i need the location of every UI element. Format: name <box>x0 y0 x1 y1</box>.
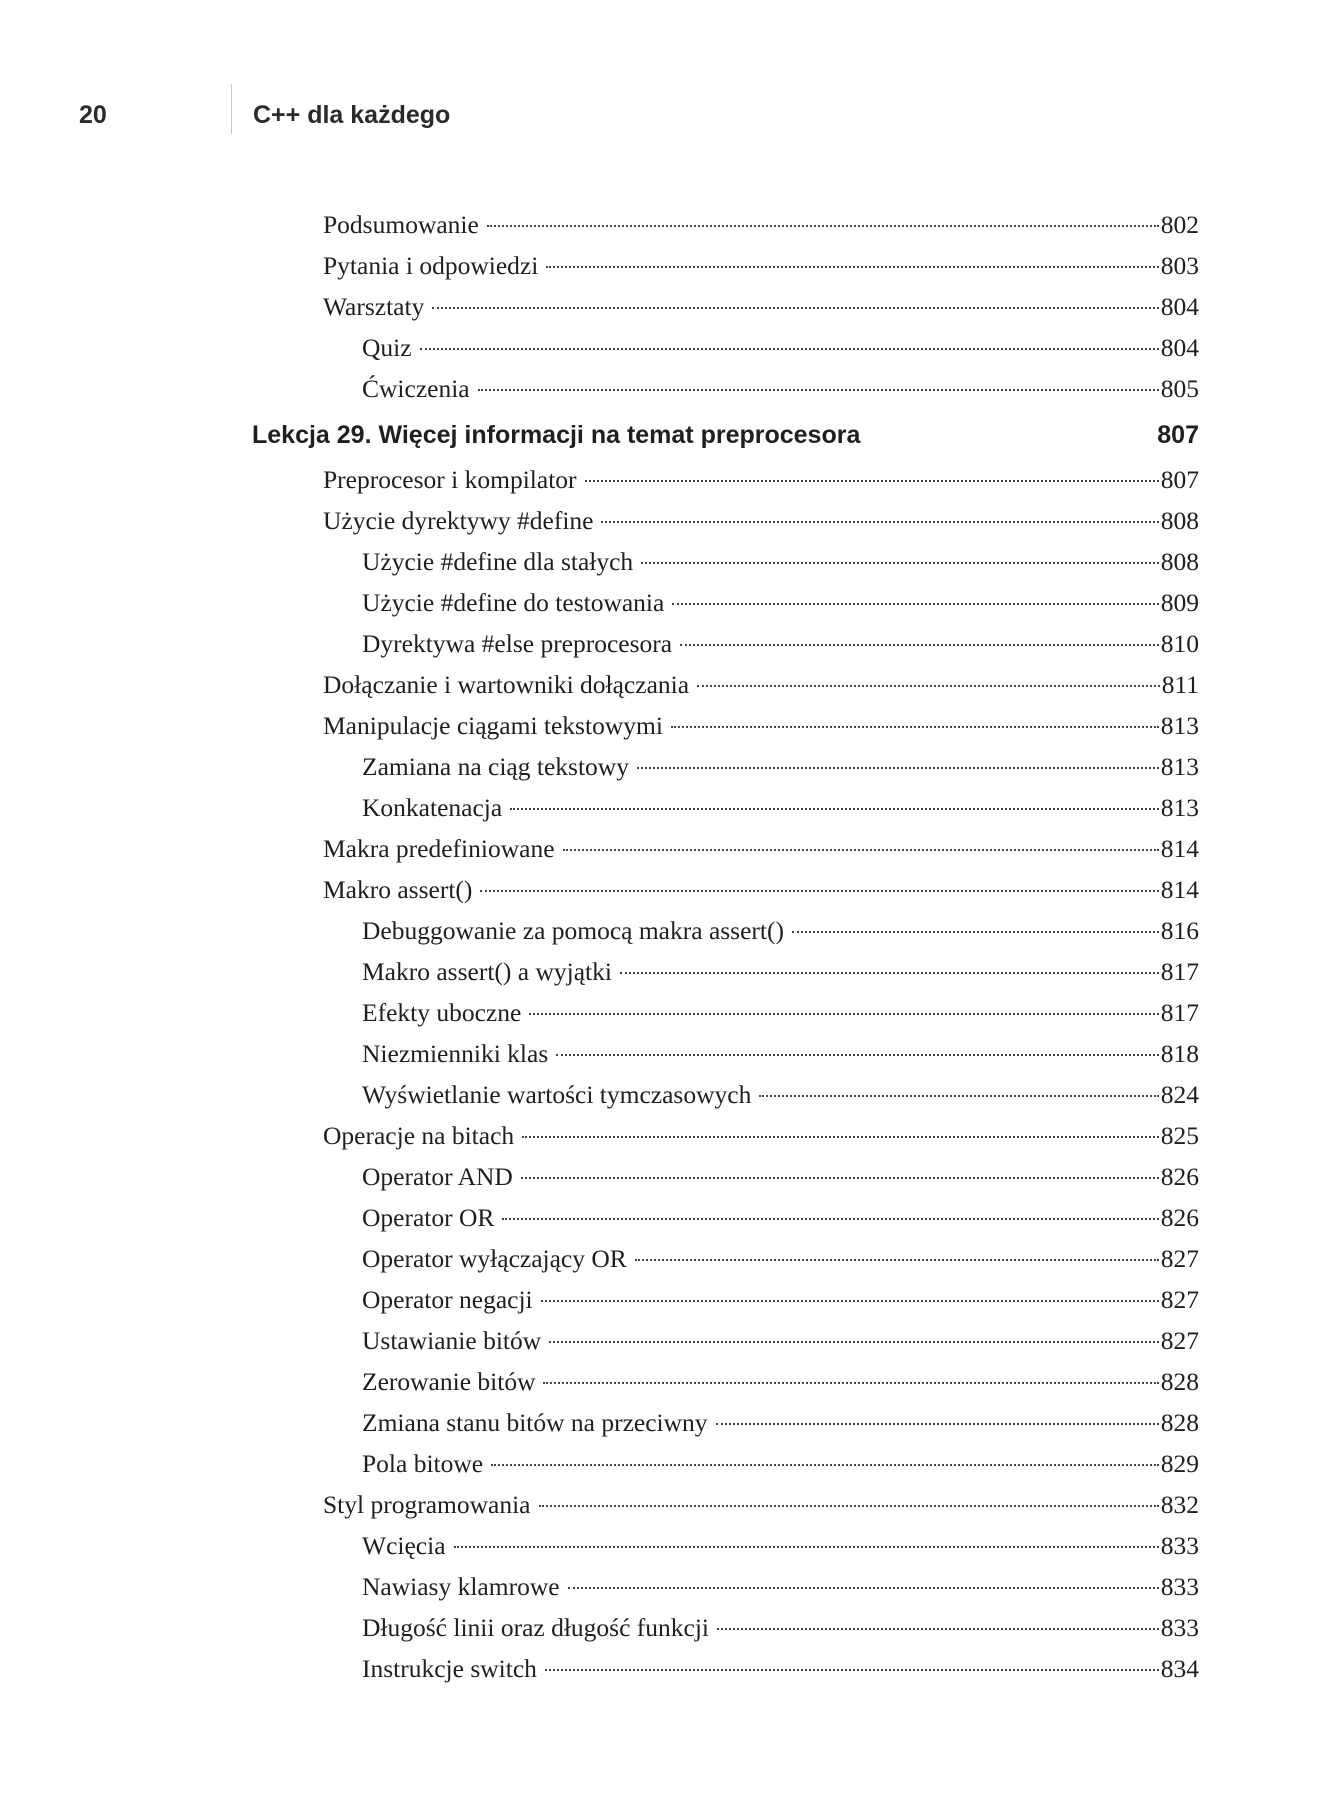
toc-entry-title: Styl programowania <box>323 1490 531 1519</box>
toc-dot-leader <box>454 1546 1159 1548</box>
toc-entry-title: Efekty uboczne <box>362 998 522 1027</box>
toc-entry-page: 834 <box>1160 1654 1199 1683</box>
toc-dot-leader <box>635 1259 1159 1261</box>
toc-entry-page: 810 <box>1160 629 1199 658</box>
toc-entry-title: Zmiana stanu bitów na przeciwny <box>362 1408 708 1437</box>
toc-dot-leader <box>549 1341 1159 1343</box>
toc-entry-page: 826 <box>1160 1162 1199 1191</box>
toc-entry <box>0 1162 1339 1203</box>
toc-entry-title: Ustawianie bitów <box>362 1326 542 1355</box>
toc-entry <box>0 1203 1339 1244</box>
toc-dot-leader <box>539 1505 1159 1507</box>
toc-entry <box>0 1613 1339 1654</box>
toc-entry-page: 803 <box>1160 251 1199 280</box>
toc-entry-page: 807 <box>1157 421 1199 449</box>
toc-entry-page: 802 <box>1160 210 1199 239</box>
toc-entry <box>0 210 1339 251</box>
toc-entry-title: Użycie #define dla stałych <box>362 547 634 576</box>
toc-dot-leader <box>759 1095 1158 1097</box>
toc-entry-title: Wcięcia <box>362 1531 446 1560</box>
toc-entry <box>0 1449 1339 1490</box>
toc-entry <box>0 834 1339 875</box>
toc-entry-title: Manipulacje ciągami tekstowymi <box>323 711 663 740</box>
toc-entry-title: Makro assert() a wyjątki <box>362 957 612 986</box>
toc-dot-leader <box>601 521 1158 523</box>
toc-entry <box>0 1244 1339 1285</box>
toc-entry <box>0 1326 1339 1367</box>
toc-dot-leader <box>672 603 1158 605</box>
toc-entry <box>0 588 1339 629</box>
toc-entry-title: Preprocesor i kompilator <box>323 465 577 494</box>
toc-dot-leader <box>641 562 1159 564</box>
running-header <box>0 0 1339 160</box>
toc-entry <box>0 752 1339 793</box>
toc-entry-title: Quiz <box>362 333 412 362</box>
toc-dot-leader <box>546 266 1158 268</box>
toc-entry-title: Operator negacji <box>362 1285 533 1314</box>
toc-entry <box>0 957 1339 998</box>
toc-entry-title: Warsztaty <box>323 292 425 321</box>
toc-dot-leader <box>420 348 1159 350</box>
toc-dot-leader <box>620 972 1159 974</box>
toc-entry <box>0 1531 1339 1572</box>
toc-entry-page: 829 <box>1160 1449 1199 1478</box>
toc-dot-leader <box>568 1587 1159 1589</box>
toc-dot-leader <box>716 1423 1159 1425</box>
toc-dot-leader <box>487 225 1159 227</box>
toc-dot-leader <box>510 808 1159 810</box>
toc-dot-leader <box>529 1013 1158 1015</box>
toc-entry-page: 832 <box>1160 1490 1199 1519</box>
toc-entry-title: Dyrektywa #else preprocesora <box>362 629 673 658</box>
header-divider <box>231 84 232 134</box>
toc-dot-leader <box>556 1054 1159 1056</box>
toc-entry-page: 805 <box>1160 374 1199 403</box>
toc-chapter-heading <box>0 415 1339 465</box>
toc-entry-page: 814 <box>1160 834 1199 863</box>
toc-entry <box>0 506 1339 547</box>
toc-entry <box>0 547 1339 588</box>
toc-entry-page: 808 <box>1160 547 1199 576</box>
toc-entry-title: Wyświetlanie wartości tymczasowych <box>362 1080 752 1109</box>
toc-entry <box>0 374 1339 415</box>
toc-entry <box>0 1121 1339 1162</box>
toc-dot-leader <box>480 890 1158 892</box>
toc-dot-leader <box>522 1136 1159 1138</box>
toc-entry-page: 807 <box>1160 465 1199 494</box>
toc-dot-leader <box>671 726 1159 728</box>
toc-entry-page: 833 <box>1160 1613 1199 1642</box>
toc-dot-leader <box>491 1464 1159 1466</box>
toc-entry-page: 833 <box>1160 1572 1199 1601</box>
toc-entry-title: Zamiana na ciąg tekstowy <box>362 752 629 781</box>
toc-dot-leader <box>792 931 1159 933</box>
toc-entry <box>0 465 1339 506</box>
toc-entry-page: 825 <box>1160 1121 1199 1150</box>
toc-entry <box>0 1080 1339 1121</box>
toc-dot-leader <box>502 1218 1158 1220</box>
toc-dot-leader <box>585 480 1159 482</box>
toc-entry-title: Niezmienniki klas <box>362 1039 549 1068</box>
toc-entry-page: 809 <box>1160 588 1199 617</box>
toc-entry-page: 833 <box>1160 1531 1199 1560</box>
toc-dot-leader <box>637 767 1159 769</box>
toc-entry-page: 818 <box>1160 1039 1199 1068</box>
toc-dot-leader <box>521 1177 1159 1179</box>
toc-entry <box>0 333 1339 374</box>
toc-entry <box>0 916 1339 957</box>
toc-entry-title: Operacje na bitach <box>323 1121 515 1150</box>
toc-entry-page: 827 <box>1160 1285 1199 1314</box>
toc-entry-page: 824 <box>1160 1080 1199 1109</box>
toc-entry-title: Długość linii oraz długość funkcji <box>362 1613 710 1642</box>
toc-entry <box>0 1654 1339 1695</box>
toc-entry <box>0 1572 1339 1613</box>
toc-entry-title: Zerowanie bitów <box>362 1367 536 1396</box>
toc-entry-title: Operator wyłączający OR <box>362 1244 627 1273</box>
toc-dot-leader <box>563 849 1159 851</box>
toc-dot-leader <box>545 1669 1159 1671</box>
toc-entry-title: Lekcja 29. Więcej informacji na temat preprocesora <box>252 421 861 449</box>
toc-entry <box>0 251 1339 292</box>
toc-entry-title: Konkatenacja <box>362 793 503 822</box>
page-number: 20 <box>79 101 107 129</box>
toc-entry-title: Operator AND <box>362 1162 513 1191</box>
toc-entry <box>0 1285 1339 1326</box>
toc-entry-title: Instrukcje switch <box>362 1654 537 1683</box>
toc-entry-title: Debuggowanie za pomocą makra assert() <box>362 916 784 945</box>
table-of-contents <box>0 210 1339 1695</box>
toc-entry-title: Użycie #define do testowania <box>362 588 665 617</box>
toc-entry-page: 808 <box>1160 506 1199 535</box>
toc-entry-title: Dołączanie i wartowniki dołączania <box>323 670 690 699</box>
book-title: C++ dla każdego <box>253 101 451 129</box>
toc-entry-page: 813 <box>1160 752 1199 781</box>
toc-dot-leader <box>541 1300 1159 1302</box>
toc-entry-page: 828 <box>1160 1408 1199 1437</box>
toc-entry-page: 816 <box>1160 916 1199 945</box>
toc-entry <box>0 711 1339 752</box>
toc-entry-page: 804 <box>1160 292 1199 321</box>
toc-dot-leader <box>543 1382 1158 1384</box>
toc-entry-page: 826 <box>1160 1203 1199 1232</box>
toc-entry <box>0 1408 1339 1449</box>
toc-entry-title: Makro assert() <box>323 875 473 904</box>
toc-entry-title: Operator OR <box>362 1203 495 1232</box>
toc-entry <box>0 1039 1339 1080</box>
toc-entry-title: Pytania i odpowiedzi <box>323 251 539 280</box>
toc-entry <box>0 670 1339 711</box>
toc-entry-title: Nawiasy klamrowe <box>362 1572 560 1601</box>
toc-entry <box>0 292 1339 333</box>
toc-entry-page: 804 <box>1160 333 1199 362</box>
toc-entry <box>0 1367 1339 1408</box>
toc-entry <box>0 1490 1339 1531</box>
toc-entry-title: Podsumowanie <box>323 210 479 239</box>
toc-entry-page: 828 <box>1160 1367 1199 1396</box>
toc-entry <box>0 793 1339 834</box>
toc-entry <box>0 998 1339 1039</box>
toc-entry-page: 827 <box>1160 1326 1199 1355</box>
toc-entry-title: Pola bitowe <box>362 1449 484 1478</box>
toc-entry-page: 817 <box>1160 998 1199 1027</box>
toc-dot-leader <box>717 1628 1159 1630</box>
toc-dot-leader <box>680 644 1159 646</box>
toc-entry-page: 811 <box>1161 670 1199 699</box>
toc-entry-page: 813 <box>1160 711 1199 740</box>
toc-entry-page: 817 <box>1160 957 1199 986</box>
toc-entry-page: 827 <box>1160 1244 1199 1273</box>
toc-entry <box>0 875 1339 916</box>
toc-entry-page: 814 <box>1160 875 1199 904</box>
toc-entry-title: Ćwiczenia <box>362 374 470 403</box>
toc-entry-title: Użycie dyrektywy #define <box>323 506 594 535</box>
toc-entry-title: Makra predefiniowane <box>323 834 555 863</box>
toc-dot-leader <box>432 307 1158 309</box>
toc-dot-leader <box>478 389 1159 391</box>
toc-entry <box>0 629 1339 670</box>
toc-dot-leader <box>697 685 1160 687</box>
toc-entry-page: 813 <box>1160 793 1199 822</box>
